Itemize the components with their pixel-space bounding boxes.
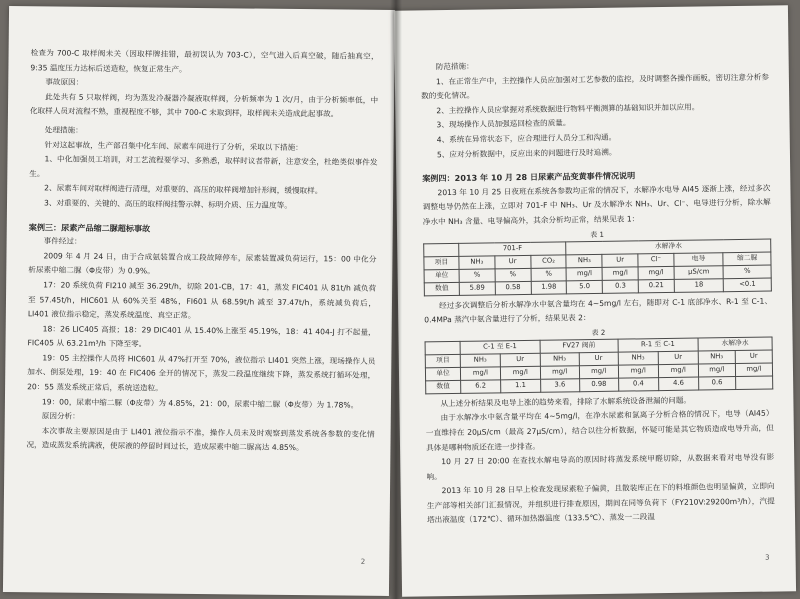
table-cell: 缩二脲 <box>723 252 771 266</box>
table-caption: 表 1 <box>590 230 604 239</box>
right-paragraph: 2013 年 10 月 28 日早上检查发现尿素粒子偏黄，且散装库正在下的料堆颜色也明显偏黄，立即向生产部等相关部门汇报情况，并组织进行排查原因，期间在同等负荷下（FY210V:29200m³/h），汽提塔出液温度（172℃）、循环加热器温度（133.5℃）、蒸发一二段温 <box>426 481 775 525</box>
left-paragraph: 19：05 主控操作人员将 HIC601 从 47%打开至 70%，液位指示 LI401 突然上涨，现场操作人员加水、倒泵处理，19：40 在 FIC406 全开的情况下，蒸发二段温度继续下降，蒸发系统打循环处理，20：55 蒸发系统正常后，系统送造粒。 <box>27 353 376 393</box>
table-cell: % <box>723 265 771 279</box>
left-paragraph: 本次事故主要原因是由于 LI401 液位指示不准，操作人员未及时观察到蒸发系统各参数的变化情况，造成蒸发系统满液，使尿液的停留时间过长，造成尿素中缩二脲高达 4.85%。 <box>26 426 375 453</box>
table-cell: 0.6 <box>698 376 735 390</box>
table-cell: NH₃ <box>566 254 602 267</box>
right-paragraph: 1、在正常生产中，主控操作人员应加强对工艺参数的监控，及时调整各操作画板，密切注意分析参数的变化情况。 <box>421 72 769 101</box>
left-page-content <box>25 46 378 566</box>
table-cell: 0.4 <box>618 377 658 391</box>
table-cell: 0.58 <box>495 281 531 294</box>
left-paragraph: 18：26 LIC405 高报；18：29 DIC401 从 15.40%上涨至 45.19%，18：41 404-J 打不起量，FIC405 从 63.21m³/h 下降至零。 <box>27 324 376 349</box>
book-gutter <box>390 0 402 599</box>
table-cell: 0.3 <box>602 279 638 292</box>
left-paragraph: 针对这起事故，生产部召集中化车间、尿素车间进行了分析，采取以下措施： <box>44 139 303 152</box>
table-cell: 18 <box>674 278 724 292</box>
table-cell: mg/l <box>735 363 772 377</box>
table-cell <box>424 243 459 256</box>
table-cell: 水解净水 <box>698 337 772 351</box>
right-paragraph: 3、现场操作人员加强巡回检查的质量。 <box>436 118 571 130</box>
right-paragraph: 由于水解净水中氨含量平均在 4~5mg/l，在净水尿素和氯离子分析合格的情况下，电导（AI45）一直维持在 20μS/cm（最高 27μS/cm），结合以往分析数据，怀疑可能是其它物质造成电导升高，但具体是哪种物质还在进一步排查。 <box>425 408 774 452</box>
left-paragraph: 事件经过： <box>43 236 82 246</box>
table-cell: mg/l <box>698 363 735 377</box>
table-cell: R-1 至 C-1 <box>618 338 698 352</box>
table-cell: CO₂ <box>531 254 567 267</box>
table-cell: Cl⁻ <box>638 253 674 266</box>
table-cell: 6.2 <box>461 380 501 394</box>
table-cell: 0.98 <box>579 378 618 392</box>
table-cell: mg/l <box>567 267 603 280</box>
right-page-content <box>421 56 776 567</box>
page-number: 2 <box>360 557 366 566</box>
left-paragraph: 19：00，尿素中缩二脲（Φ皮带）为 4.85%，21：00，尿素中缩二脲（Φ皮带）为 1.78%。 <box>41 397 359 410</box>
table-cell: 数值 <box>426 380 461 393</box>
table-cell: Ur <box>500 353 540 367</box>
right-paragraph: 经过多次调整后分析水解净水中氨含量均在 4~5mg/l 左右，随即对 C-1 底部净水、R-1 至 C-1、0.4MPa 蒸汽中氨含量进行了分析，结果见表 2： <box>424 296 773 325</box>
table-cell: Ur <box>602 253 638 266</box>
left-paragraph: 1、中化加强员工培训，对工艺流程要学习、多熟悉，取样时议者带新，注意安全，杜绝类似事件发生。 <box>29 154 378 179</box>
left-paragraph: 处理措施： <box>44 125 83 135</box>
case-heading: 案例四：2013 年 10 月 28 日尿素产品变黄事件情况说明 <box>422 170 636 184</box>
table-1 <box>423 238 772 296</box>
table-cell: mg/l <box>638 266 674 279</box>
right-paragraph: 2013 年 10 月 25 日夜班在系统各参数均正常的情况下，水解净水电导 AI45 逐渐上涨，经过多次调整电导仍然在上涨，立即对 701-F 中 NH₃、Ur 及水解净水 NH₃、Ur、Cl⁻、电导进行分析，除水解净水中 NH₃ 含量、电导偏高外，其余分析均正常，结果见表 1： <box>422 183 771 227</box>
right-paragraph: 5、应对分析数据中，反应出来的问题进行及时追溯。 <box>436 147 617 159</box>
table-cell: mg/l <box>602 266 638 279</box>
table-cell: mg/l <box>500 366 540 380</box>
page-number: 3 <box>765 553 770 562</box>
left-paragraph: 检查为 700-C 取样阀未关（因取样牌挂错，最初误认为 703-C），空气进入后真空破，随后抽真空，9:35 温度压力达标后送造粒，恢复正常生产。 <box>30 48 379 74</box>
table-cell: 单位 <box>424 269 459 282</box>
left-paragraph: 原因分析： <box>41 411 80 422</box>
table-cell: FV27 阀前 <box>540 339 618 353</box>
table-cell: Ur <box>735 350 772 364</box>
table-cell: Ur <box>658 351 698 365</box>
table-cell: mg/l <box>540 365 579 379</box>
table-cell: 4.6 <box>658 377 698 391</box>
table-cell: NH₃ <box>459 255 495 268</box>
table-cell: mg/l <box>618 364 658 378</box>
left-paragraph: 3、对重要的、关键的、高压的取样阀挂警示牌、标明介质、压力温度等。 <box>43 198 292 210</box>
right-paragraph: 10 月 27 日 20:00 在查找水解电导高的原因时将蒸发系统甲醛切除，从数据来看对电导没有影响。 <box>426 452 775 482</box>
table-caption: 表 2 <box>591 328 606 337</box>
left-page <box>3 6 395 596</box>
table-cell: 项目 <box>424 256 459 269</box>
table-cell: 数值 <box>424 282 459 295</box>
table-cell: mg/l <box>460 367 500 381</box>
table-cell: <0.1 <box>724 278 772 292</box>
right-paragraph: 防范措施： <box>435 61 474 72</box>
table-cell: 项目 <box>425 354 460 367</box>
right-paragraph: 2、主控操作人员应掌握对系统数据进行物料平衡测算的基础知识并加以应用。 <box>436 102 700 115</box>
case-heading: 案例三：尿素产品缩二脲超标事故 <box>28 221 151 234</box>
left-paragraph: 2009 年 4 月 24 日，由于合成氨装置合成工段故障停车，尿素装置减负荷运行，15：00 中化分析尿素中缩二脲（Φ皮带）为 0.9%。 <box>28 251 377 276</box>
table-cell: mg/l <box>579 365 618 379</box>
table-cell: 701-F <box>459 241 567 255</box>
table-cell: % <box>459 268 495 281</box>
table-cell: 电导 <box>674 252 724 266</box>
table-cell: Ur <box>495 255 531 268</box>
table-cell: 5.89 <box>459 281 495 294</box>
left-paragraph: 此处共有 5 只取样阀，均为蒸发冷凝器冷凝液取样阀，分析频率为 1 次/月，由于分析频率低，中化取样人员对流程不熟，重视程度不够，其中 700-C 未取到样，取样阀未关造成此起事故。 <box>29 92 379 119</box>
table-cell: % <box>495 268 531 281</box>
left-paragraph: 2、尿素车间对取样阀进行清理，对重要的、高压的取样阀增加针形阀，缓慢取样。 <box>44 183 323 196</box>
table-cell: 3.6 <box>540 378 579 392</box>
table-cell: C-1 至 E-1 <box>460 340 540 354</box>
table-cell: 1.98 <box>531 280 567 293</box>
table-cell: 0.21 <box>638 279 674 292</box>
table-cell <box>425 341 460 354</box>
table-cell: mg/l <box>658 364 698 378</box>
table-cell: 5.0 <box>567 280 603 293</box>
left-paragraph: 事故原因： <box>45 77 84 87</box>
table-cell: Ur <box>579 352 618 366</box>
table-cell: 水解净水 <box>566 239 771 255</box>
table-cell: % <box>531 267 567 280</box>
right-paragraph: 4、系统在异常状态下，应合理进行人员分工和沟通。 <box>436 132 617 145</box>
right-page <box>394 5 796 596</box>
table-cell: μS/cm <box>674 265 724 279</box>
table-cell: 1.1 <box>500 379 540 393</box>
table-cell: NH₃ <box>618 351 658 365</box>
table-cell: NH₃ <box>460 354 500 368</box>
table-cell: NH₃ <box>698 350 735 364</box>
table-cell: 单位 <box>425 367 460 380</box>
right-paragraph: 从上述分析结果及电导上涨的趋势来看，排除了水解系统设备泄漏的问题。 <box>440 395 692 408</box>
table-2 <box>425 336 774 394</box>
left-paragraph: 17：20 系统负荷 FI210 减至 36.29t/h，切除 201-CB，17：41，蒸发 FIC401 从 81t/h 减负荷至 57.45t/h，HIC601 从 60%关至 48%，FI601 从 68.59t/h 减至 37.47t/h，系统减负荷后，LI401 液位指示稳定，蒸发系统温度、真空正常。 <box>27 280 377 321</box>
table-cell: NH₃ <box>540 352 579 366</box>
table-cell <box>735 376 772 390</box>
